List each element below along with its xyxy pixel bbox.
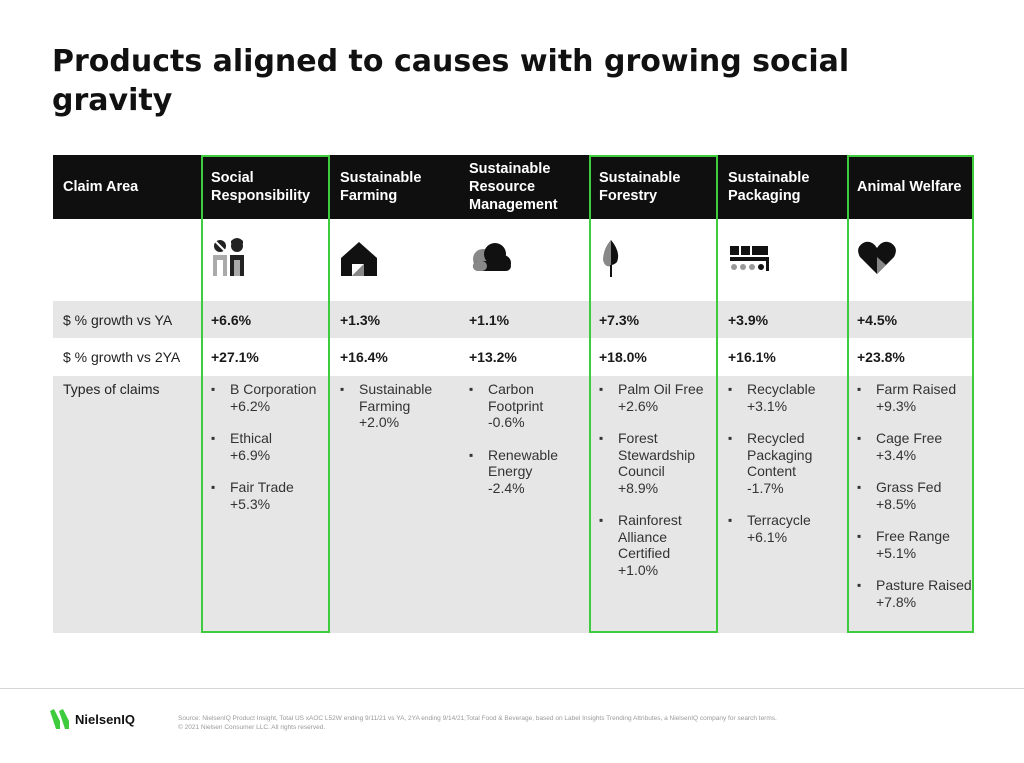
claims-list <box>857 381 974 610</box>
claim-growth-value: +5.3% <box>230 495 271 512</box>
claim-item <box>857 577 974 610</box>
label-growth-2ya: $ % growth vs 2YA <box>53 338 201 376</box>
claim-growth-value: -0.6% <box>488 414 525 430</box>
claim-growth-value: +8.5% <box>876 495 917 512</box>
claim-item <box>728 430 847 496</box>
claim-item <box>211 479 330 512</box>
claims-list-cell <box>718 376 847 633</box>
claim-item <box>599 430 718 496</box>
claims-list-cell <box>330 376 459 633</box>
growth-2ya-value: +18.0% <box>589 338 718 376</box>
claim-growth-value: +3.4% <box>876 446 917 463</box>
claims-list <box>469 381 589 496</box>
column-header: Social Responsibility <box>201 155 330 219</box>
claim-growth-value: +3.1% <box>747 397 788 414</box>
claim-growth-value: -1.7% <box>747 479 784 496</box>
nielseniq-logo <box>50 709 135 729</box>
claim-item <box>211 430 330 463</box>
claim-growth-value: -2.4% <box>488 479 525 496</box>
claim-growth-value: +2.6% <box>618 397 659 414</box>
claim-name: ▪ Cage Free <box>876 430 943 446</box>
heart-icon <box>857 240 897 281</box>
column-header: Sustainable Resource Management <box>459 155 589 219</box>
label-types-of-claims: Types of claims <box>53 376 201 633</box>
barn-icon <box>340 240 378 281</box>
claims-list-cell <box>847 376 974 633</box>
claim-item <box>599 512 718 578</box>
cloud-icon <box>469 243 511 278</box>
growth-ya-value: +3.9% <box>718 301 847 338</box>
claim-name: ▪ Recycled Packaging Content <box>747 430 813 479</box>
nielseniq-logo-icon <box>50 709 72 729</box>
column-header: Sustainable Packaging <box>718 155 847 219</box>
claim-item <box>469 381 589 431</box>
column-sustainable-resource-management <box>459 155 589 633</box>
claim-item <box>340 381 459 431</box>
icon-cell <box>847 219 974 301</box>
column-header: Animal Welfare <box>847 155 974 219</box>
claims-list-cell <box>459 376 589 633</box>
icon-cell <box>201 219 330 301</box>
conveyor-icon <box>728 242 770 279</box>
icon-cell <box>589 219 718 301</box>
icon-cell <box>459 219 589 301</box>
source-footnote <box>178 714 998 732</box>
claim-growth-value: +1.0% <box>618 561 659 578</box>
claims-list-cell <box>201 376 330 633</box>
claim-growth-value: +2.0% <box>359 414 400 430</box>
claim-item <box>857 381 974 414</box>
claim-name: ▪ Grass Fed <box>876 479 942 495</box>
column-sustainable-packaging <box>718 155 847 633</box>
brand-name: NielsenIQ <box>75 711 135 727</box>
claim-name: ▪ Palm Oil Free <box>618 381 704 397</box>
growth-ya-value: +7.3% <box>589 301 718 338</box>
claims-list <box>211 381 330 512</box>
claim-name: ▪ Recyclable <box>747 381 816 397</box>
claim-item <box>211 381 330 414</box>
column-animal-welfare <box>847 155 974 633</box>
claim-item <box>728 381 847 414</box>
growth-2ya-value: +16.4% <box>330 338 459 376</box>
source-text: Source: NielsenIQ Product Insight, Total US xAOC L52W ending 9/11/21 vs YA, 2YA ending 9/14/21;Total Food & Beverage, based on Label Insights Trending Attributes, a NielsenIQ company for search terms. <box>178 715 777 722</box>
claim-name: ▪ Pasture Raised <box>876 577 972 593</box>
claim-growth-value: +6.9% <box>230 446 271 463</box>
claim-name: ▪ Sustainable Farming <box>359 381 433 414</box>
claim-item <box>857 528 974 561</box>
column-header: Sustainable Forestry <box>589 155 718 219</box>
icon-cell <box>330 219 459 301</box>
claim-name: ▪ Free Range <box>876 528 950 544</box>
claim-growth-value: +6.2% <box>230 397 271 414</box>
claim-name: ▪ Fair Trade <box>230 479 294 495</box>
claim-name: ▪ Rainforest Alliance Certified <box>618 512 682 561</box>
claim-item <box>469 447 589 497</box>
icon-cell <box>718 219 847 301</box>
people-icon <box>211 238 247 283</box>
claim-growth-value: +8.9% <box>618 479 659 496</box>
claims-list-cell <box>589 376 718 633</box>
footer-divider <box>0 688 1024 689</box>
claim-name: ▪ Terracycle <box>747 512 811 528</box>
claim-growth-value: +9.3% <box>876 397 917 414</box>
claims-list <box>340 381 459 431</box>
row-label-column <box>53 155 201 633</box>
header-claim-area: Claim Area <box>53 155 201 219</box>
growth-ya-value: +4.5% <box>847 301 974 338</box>
claim-item <box>599 381 718 414</box>
claim-name: ▪ Renewable Energy <box>488 446 559 479</box>
growth-2ya-value: +13.2% <box>459 338 589 376</box>
growth-2ya-value: +27.1% <box>201 338 330 376</box>
claim-growth-value: +6.1% <box>747 528 788 545</box>
icon-row-blank <box>53 219 201 301</box>
claims-list <box>728 381 847 545</box>
copyright-text: © 2021 Nielsen Consumer LLC. All rights reserved. <box>178 724 326 731</box>
claim-name: ▪ B Corporation <box>230 381 317 397</box>
claim-item <box>857 430 974 463</box>
growth-ya-value: +1.3% <box>330 301 459 338</box>
growth-ya-value: +1.1% <box>459 301 589 338</box>
claim-name: ▪ Forest Stewardship Council <box>618 430 696 479</box>
growth-ya-value: +6.6% <box>201 301 330 338</box>
column-sustainable-forestry <box>589 155 718 633</box>
claim-item <box>857 479 974 512</box>
claim-name: ▪ Ethical <box>230 430 273 446</box>
claim-name: ▪ Carbon Footprint <box>488 381 544 414</box>
growth-2ya-value: +23.8% <box>847 338 974 376</box>
column-header: Sustainable Farming <box>330 155 459 219</box>
claims-table <box>53 155 974 633</box>
claim-name: ▪ Farm Raised <box>876 381 957 397</box>
label-growth-ya: $ % growth vs YA <box>53 301 201 338</box>
column-social-responsibility <box>201 155 330 633</box>
slide-title: Products aligned to causes with growing social gravity <box>52 44 850 118</box>
column-sustainable-farming <box>330 155 459 633</box>
growth-2ya-value: +16.1% <box>718 338 847 376</box>
claims-list <box>599 381 718 578</box>
claim-growth-value: +7.8% <box>876 593 917 610</box>
claim-item <box>728 512 847 545</box>
tree-icon <box>599 238 623 283</box>
claim-growth-value: +5.1% <box>876 544 917 561</box>
